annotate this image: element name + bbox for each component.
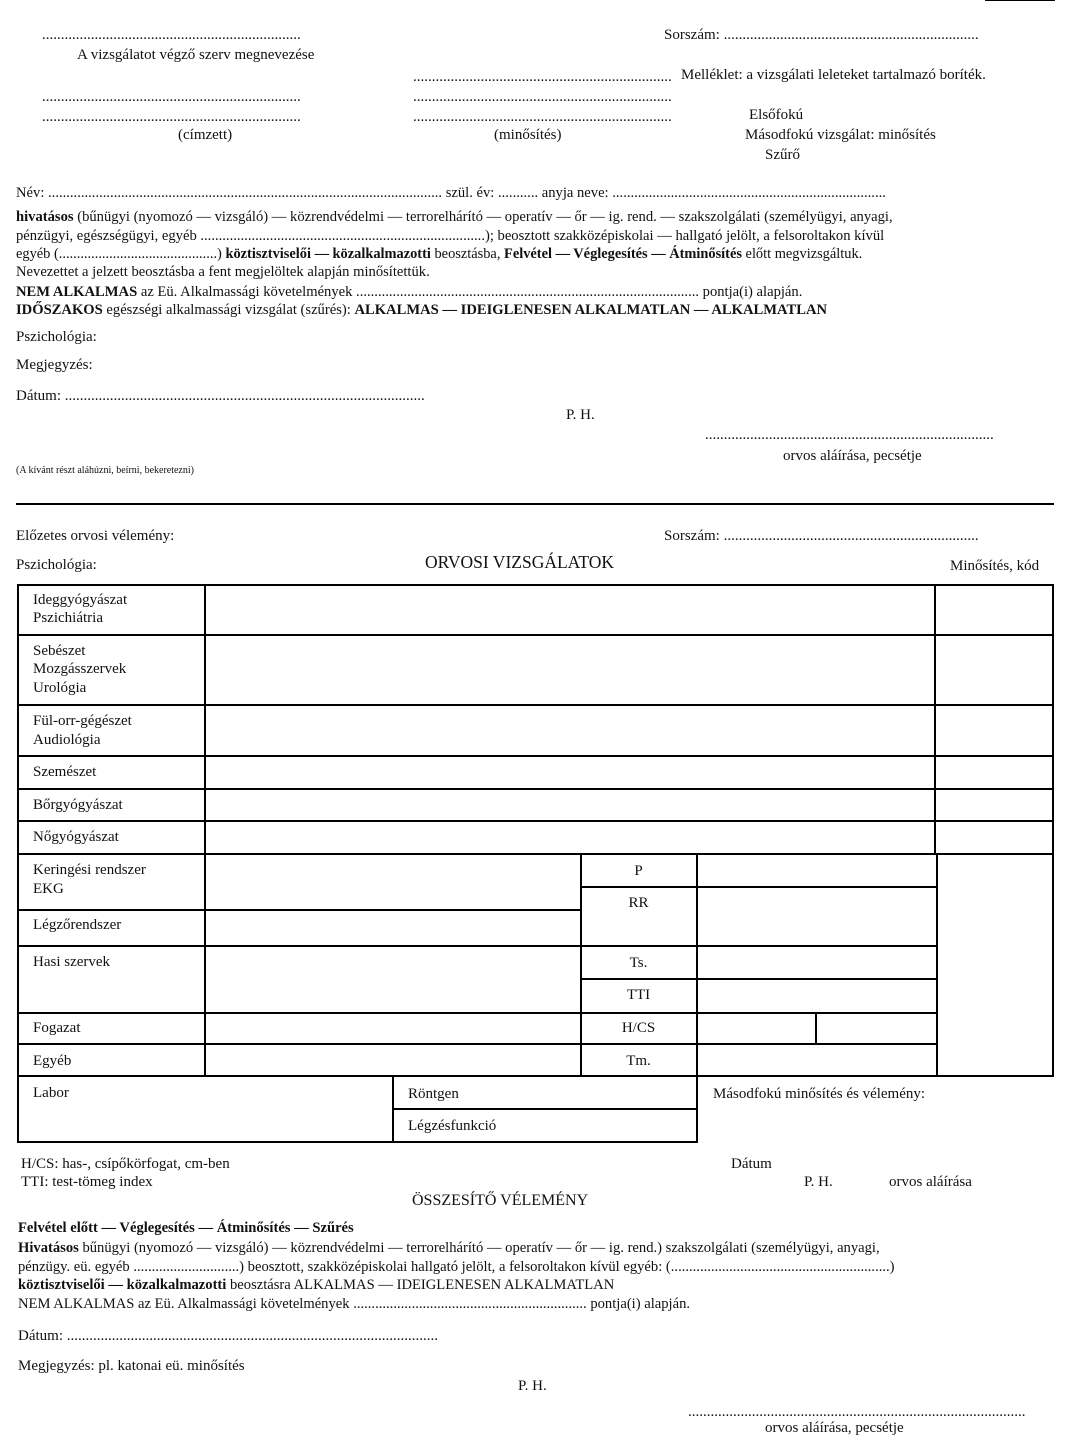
row-urology: Urológia	[33, 680, 87, 696]
summary-remark[interactable]: Megjegyzés: pl. katonai eü. minősítés	[18, 1358, 245, 1374]
date-line-top[interactable]: Dátum: ................................................................................................	[16, 388, 425, 404]
name-line[interactable]: Név: ............................................................................................................ szül. év: ........... anyja neve: ...........................................................................	[16, 185, 886, 201]
qualification-dots-2[interactable]: .....................................................................	[413, 89, 672, 105]
requirements-dots: az Eü. Alkalmassági követelmények .............................................................................................. pontja(i) alapján.	[137, 284, 803, 300]
qualification-dots-3[interactable]: .....................................................................	[413, 109, 672, 125]
row-neurology: Ideggyógyászat	[33, 592, 128, 608]
row-musculoskeletal: Mozgásszervek	[33, 661, 127, 677]
professional-categories: (bűnügyi (nyomozó — vizsgáló) — közrendvédelmi — terrorelhárító — operatív — őr — ig. rend. — szakszolgálati (személyügyi, anyagi,	[73, 209, 893, 225]
lab-label: Labor	[33, 1085, 69, 1101]
not-suitable-line[interactable]	[16, 283, 802, 301]
addressee-label: (címzett)	[178, 127, 233, 143]
psychology-label-exam[interactable]: Pszichológia:	[16, 557, 97, 573]
row-gynecology: Nőgyógyászat	[33, 829, 119, 845]
section-divider	[16, 503, 1054, 505]
measure-bmi: TTI	[626, 987, 651, 1003]
row-circulatory: Keringési rendszer	[33, 862, 146, 878]
row-abdominal: Hasi szervek	[33, 954, 111, 970]
qualification-dots-1[interactable]: .....................................................................	[413, 69, 672, 85]
personnel-type-line-3[interactable]	[16, 245, 862, 263]
examined-text: előtt megvizsgáltuk.	[741, 246, 863, 262]
serial-number-exam[interactable]: Sorszám: ....................................................................	[664, 528, 979, 544]
remark-label-top[interactable]: Megjegyzés:	[16, 357, 93, 373]
periodic-exam-line[interactable]	[16, 301, 827, 319]
lung-function-label: Légzésfunkció	[408, 1118, 497, 1134]
row-surgery: Sebészet	[33, 643, 86, 659]
stamp-place-exam: P. H.	[804, 1174, 833, 1190]
signature-label-top: orvos aláírása, pecsétje	[783, 448, 922, 464]
periodic-text: egészségi alkalmassági vizsgálat (szűrés):	[102, 302, 355, 318]
assignment-text: beosztásba,	[430, 246, 505, 262]
measure-blood-pressure: RR	[628, 895, 649, 911]
row-other: Egyéb	[33, 1053, 72, 1069]
second-degree-option[interactable]: Másodfokú vizsgálat: minősítés	[745, 127, 936, 143]
summary-signature-label: orvos aláírása, pecsétje	[765, 1420, 904, 1436]
row-ekg: EKG	[33, 881, 64, 897]
summary-stamp-place: P. H.	[518, 1378, 547, 1394]
summary-line-other[interactable]: pénzügy. eü. egyéb .............................) beosztott, szakközépiskolai hallgató jelölt, a felsoroltakon kívül egyéb: (............................................................)	[18, 1259, 895, 1275]
waist-hip-note: H/CS: has-, csípőkörfogat, cm-ben	[21, 1156, 230, 1172]
civil-servant-label: köztisztviselői — közalkalmazotti	[225, 246, 431, 262]
row-respiratory: Légzőrendszer	[33, 917, 122, 933]
periodic-label: IDŐSZAKOS	[16, 302, 103, 318]
row-psychiatry: Pszichiátria	[33, 610, 103, 626]
signature-dots-top[interactable]: .............................................................................	[705, 427, 994, 443]
qualification-code-header: Minősítés, kód	[950, 558, 1040, 574]
row-ent: Fül-orr-gégészet	[33, 713, 132, 729]
summary-not-suitable[interactable]: NEM ALKALMAS az Eü. Alkalmassági követelmények ................................................................ pontja(i) alapján.	[18, 1296, 691, 1312]
row-audiology: Audiológia	[33, 732, 101, 748]
measure-pulse: P	[634, 863, 643, 879]
xray-label: Röntgen	[408, 1086, 459, 1102]
addressee-dots-2[interactable]: .....................................................................	[42, 109, 301, 125]
summary-title: ÖSSZESÍTŐ VÉLEMÉNY	[412, 1192, 589, 1209]
date-label-exam[interactable]: Dátum	[731, 1156, 772, 1172]
personnel-type-line-1[interactable]	[16, 208, 893, 226]
other-dots: egyéb (............................................)	[16, 246, 226, 262]
top-corner-line	[985, 0, 1055, 1]
screening-option[interactable]: Szűrő	[765, 147, 800, 163]
first-degree-option[interactable]: Elsőfokú	[749, 107, 804, 123]
professional-label: hivatásos	[16, 209, 74, 225]
measure-waist-hip: H/CS	[621, 1020, 656, 1036]
summary-line-professional[interactable]	[18, 1239, 880, 1257]
not-suitable-label: NEM ALKALMAS	[16, 284, 138, 300]
exam-type-options: Felvétel — Véglegesítés — Átminősítés	[504, 246, 742, 262]
row-dermatology: Bőrgyógyászat	[33, 797, 123, 813]
org-label: A vizsgálatot végző szerv megnevezése	[77, 47, 315, 63]
serial-number-top[interactable]: Sorszám: ....................................................................	[664, 27, 979, 43]
stamp-place-top: P. H.	[566, 407, 595, 423]
measure-weight: Tm.	[626, 1053, 651, 1069]
attachment-note: Melléklet: a vizsgálati leleteket tartalmazó boríték.	[681, 67, 986, 83]
summary-professional-categories: bűnügyi (nyomozó — vizsgáló) — közrendvédelmi — terrorelhárító — operatív — őr — ig. rend.) szakszolgálati (személyügyi, anyagi,	[78, 1240, 880, 1256]
measure-height: Ts.	[629, 955, 648, 971]
second-opinion-label[interactable]: Másodfokú minősítés és vélemény:	[713, 1086, 926, 1102]
instruction-note: (A kívánt részt aláhúzni, beírni, bekeretezni)	[16, 465, 194, 476]
org-dots[interactable]: .....................................................................	[42, 27, 301, 43]
summary-line-civil[interactable]	[18, 1276, 614, 1294]
psychology-label-top[interactable]: Pszichológia:	[16, 329, 97, 345]
summary-civil-label: köztisztviselői — közalkalmazotti	[18, 1277, 227, 1293]
summary-date[interactable]: Dátum: ...................................................................................................	[18, 1328, 438, 1344]
row-ophthalmology: Szemészet	[33, 764, 97, 780]
qualified-statement: Nevezettet a jelzett beosztásba a fent megjelöltek alapján minősítettük.	[16, 264, 430, 280]
summary-suitability: beosztásra ALKALMAS — IDEIGLENESEN ALKALMATLAN	[226, 1277, 615, 1293]
prior-opinion-label[interactable]: Előzetes orvosi vélemény:	[16, 528, 175, 544]
signature-label-exam[interactable]: orvos aláírása	[889, 1174, 972, 1190]
summary-professional-label: Hivatásos	[18, 1240, 79, 1256]
periodic-result-options: ALKALMAS — IDEIGLENESEN ALKALMATLAN — ALKALMATLAN	[354, 302, 828, 318]
addressee-dots-1[interactable]: .....................................................................	[42, 89, 301, 105]
personnel-type-line-2[interactable]: pénzügyi, egészségügyi, egyéb ..............................................................................); beosztott szakközépiskolai — hallgató jelölt, a felsoroltakon kívül	[16, 228, 885, 244]
row-teeth: Fogazat	[33, 1020, 81, 1036]
qualification-label: (minősítés)	[494, 127, 562, 143]
bmi-note: TTI: test-tömeg index	[21, 1174, 153, 1190]
summary-signature-dots[interactable]: ..........................................................................................	[688, 1404, 1026, 1420]
summary-exam-type[interactable]: Felvétel előtt — Véglegesítés — Átminősítés — Szűrés	[18, 1220, 354, 1236]
medical-exams-title: ORVOSI VIZSGÁLATOK	[425, 552, 615, 572]
